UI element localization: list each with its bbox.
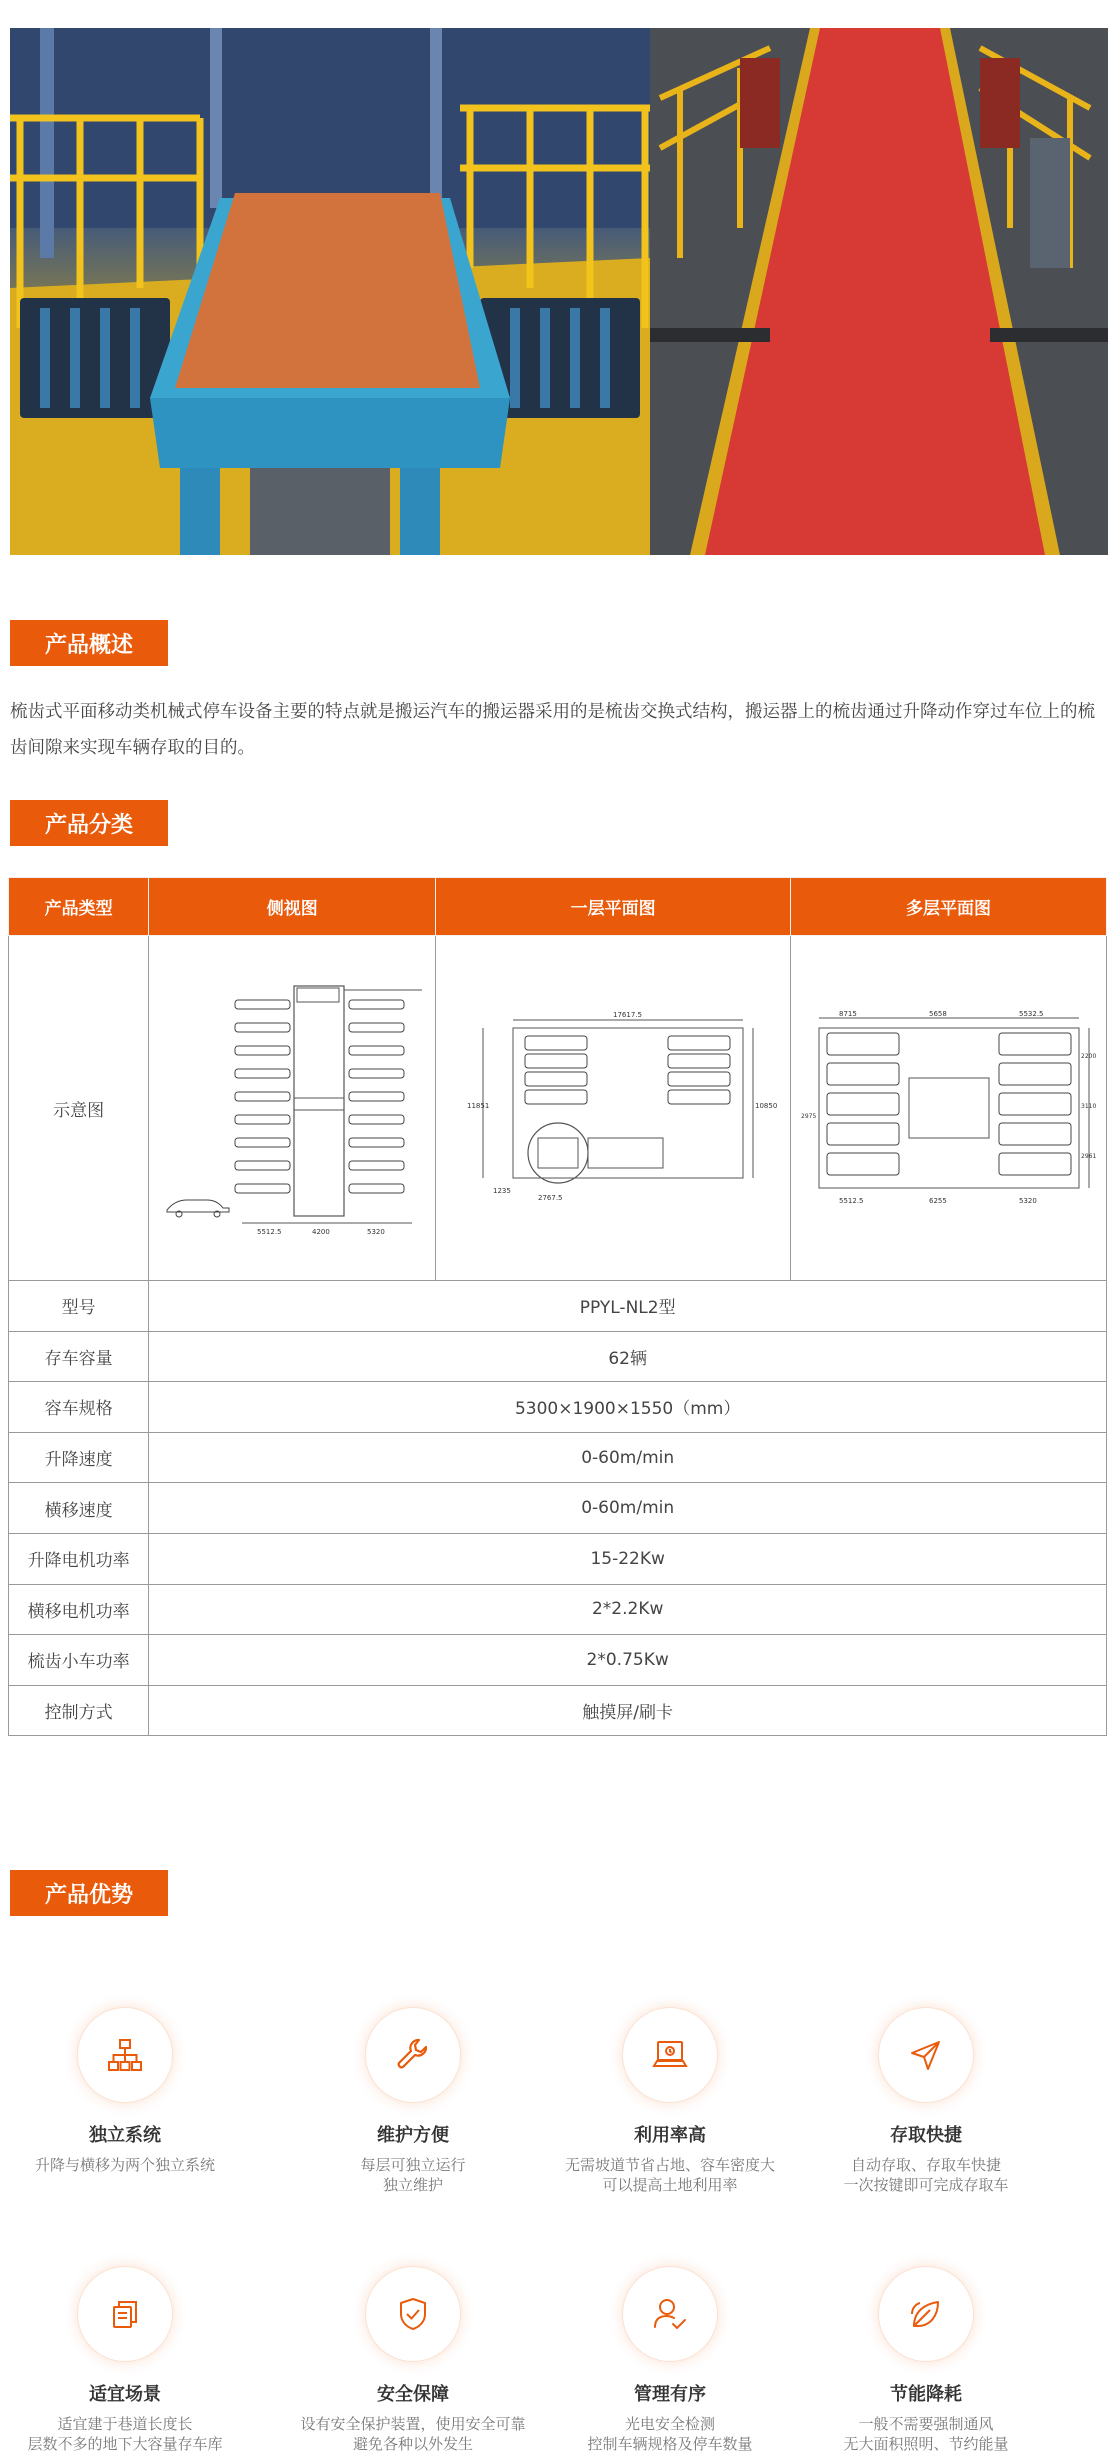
table-row-diagram [9,936,1107,1281]
multi-dim-r2: 3110 [1080,1103,1096,1110]
advantage-desc-line: 控制车辆规格及停车数量 [587,2435,753,2453]
advantage-desc-line: 一般不需要强制通风 [858,2415,994,2433]
row-label: 升降速度 [9,1432,149,1483]
row-value: 2*0.75Kw [149,1635,1107,1686]
side-dim-2: 4200 [312,1228,331,1236]
advantage-desc [0,2414,250,2454]
side-view-car-right [349,1138,404,1147]
multi-plan-car-left [827,1063,899,1085]
multi-plan-car-left [827,1033,899,1055]
side-view-car-right [349,1092,404,1101]
multi-dim-b3: 5320 [1018,1197,1037,1205]
row-label-diagram: 示意图 [9,936,149,1281]
section-title-classification: 产品分类 [10,800,168,846]
row-value: 0-60m/min [149,1483,1107,1534]
product-overview-text: 梳齿式平面移动类机械式停车设备主要的特点就是搬运汽车的搬运器采用的是梳齿交换式结构，搬运器上的梳齿通过升降动作穿过车位上的梳齿间隙来实现车辆存取的目的。 [10,702,1095,758]
header-multi-floor-plan: 多层平面图 [791,878,1107,936]
side-view-car-left [235,1115,290,1124]
plan-dim-top: 17617.5 [613,1011,643,1019]
row-label: 横移速度 [9,1483,149,1534]
table-row-control-mode [9,1685,1107,1736]
multi-plan-car-left [827,1123,899,1145]
side-view-car-left [235,1023,290,1032]
advantage-desc-line: 无大面积照明、节约能量 [843,2435,1009,2453]
advantage-desc [545,2155,795,2195]
advantage-independent-system [0,2007,250,2175]
side-view-car-right [349,1046,404,1055]
multi-plan-car-left [827,1153,899,1175]
red-vehicle-conveyor-photo [650,28,1108,555]
multi-plan-car-left [827,1093,899,1115]
advantage-desc-line: 设有安全保护装置，使用安全可靠 [300,2415,526,2433]
row-label: 型号 [9,1281,149,1332]
advantage-high-utilization [545,2007,795,2195]
multi-dim-t3: 5532.5 [1018,1010,1044,1018]
plan-dim-b1: 1235 [493,1187,511,1195]
table-row-traverse-motor-power [9,1584,1107,1635]
table-header-row [9,878,1107,936]
advantage-desc-line: 自动存取、存取车快捷 [850,2156,1001,2174]
side-view-car-right [349,1184,404,1193]
side-view-car-right [349,1000,404,1009]
send-icon [878,2007,974,2103]
advantage-desc-line: 升降与横移为两个独立系统 [34,2156,215,2174]
advantage-desc-line: 无需坡道节省占地、容车密度大 [564,2156,775,2174]
advantage-fast-access [801,2007,1051,2195]
side-view-car-right [349,1023,404,1032]
product-spec-table [8,877,1107,1736]
section-title-advantages: 产品优势 [10,1870,168,1916]
advantage-title: 管理有序 [634,2384,706,2405]
advantage-desc-line: 适宜建于巷道长度长 [57,2415,193,2433]
multi-plan-car-right [999,1093,1071,1115]
multi-dim-b2: 6255 [928,1197,947,1205]
side-view-car-left [235,1046,290,1055]
multi-dim-r1: 2200 [1080,1053,1096,1060]
advantage-suitable-scenario [0,2266,250,2454]
row-label: 横移电机功率 [9,1584,149,1635]
wrench-icon [365,2007,461,2103]
side-dim-3: 5320 [367,1228,386,1236]
advantage-desc [545,2414,795,2454]
plan-car-left [525,1090,587,1104]
advantage-desc-line: 可以提高土地利用率 [602,2176,738,2194]
multi-dim-b1: 5512.5 [838,1197,864,1205]
side-view-car-left [235,1161,290,1170]
advantage-desc [0,2155,250,2175]
multi-plan-car-right [999,1153,1071,1175]
user-check-icon [622,2266,718,2362]
table-row-comb-cart-power [9,1635,1107,1686]
table-row-capacity [9,1331,1107,1382]
advantage-desc-line: 避免各种以外发生 [352,2435,473,2453]
multi-dim-l1: 2975 [800,1113,816,1120]
header-first-floor-plan: 一层平面图 [436,878,791,936]
header-side-view: 侧视图 [149,878,436,936]
side-view-car-left [235,1092,290,1101]
table-row-traverse-speed [9,1483,1107,1534]
table-row-lift-speed [9,1432,1107,1483]
plan-car-left [525,1054,587,1068]
table-row-model [9,1281,1107,1332]
plan-car-left [525,1036,587,1050]
advantage-title: 维护方便 [377,2125,449,2146]
multi-dim-r3: 2961 [1080,1153,1096,1160]
advantage-title: 安全保障 [377,2384,449,2405]
advantage-title: 适宜场景 [89,2384,161,2405]
plan-dim-left: 11851 [467,1102,490,1110]
row-label: 梳齿小车功率 [9,1635,149,1686]
leaf-icon [878,2266,974,2362]
row-label: 控制方式 [9,1685,149,1736]
advantage-easy-maintenance [288,2007,538,2195]
multi-plan-car-right [999,1063,1071,1085]
first-floor-plan-diagram [436,936,791,1281]
row-value: 2*2.2Kw [149,1584,1107,1635]
side-view-car-right [349,1115,404,1124]
advantage-desc [288,2155,538,2195]
table-row-lift-motor-power [9,1533,1107,1584]
advantage-safety [288,2266,538,2454]
side-view-car-left [235,1069,290,1078]
plan-car-right [668,1072,730,1086]
hero-photos [10,28,1108,555]
row-value: 0-60m/min [149,1432,1107,1483]
side-view-diagram [149,936,436,1281]
plan-car-right [668,1054,730,1068]
side-view-car-right [349,1069,404,1078]
multi-dim-t1: 8715 [838,1010,857,1018]
plan-car-left [525,1072,587,1086]
table-row-vehicle-size [9,1382,1107,1433]
side-view-car-left [235,1000,290,1009]
row-value: 5300×1900×1550（mm） [149,1382,1107,1433]
row-label: 升降电机功率 [9,1533,149,1584]
advantage-desc [801,2414,1051,2454]
advantage-desc-line: 光电安全检测 [624,2415,715,2433]
row-value: 触摸屏/刷卡 [149,1685,1107,1736]
side-dim-1: 5512.5 [257,1228,282,1236]
comb-type-carrier-platform-photo [10,28,650,555]
header-product-type: 产品类型 [9,878,149,936]
section-title-overview: 产品概述 [10,620,168,666]
multi-floor-plan-diagram [791,936,1107,1281]
advantage-orderly-management [545,2266,795,2454]
advantage-desc-line: 层数不多的地下大容量存车库 [27,2435,223,2453]
advantage-energy-saving [801,2266,1051,2454]
row-label: 存车容量 [9,1331,149,1382]
plan-car-right [668,1090,730,1104]
shield-check-icon [365,2266,461,2362]
advantage-title: 利用率高 [634,2125,706,2146]
plan-car-right [668,1036,730,1050]
advantage-desc [288,2414,538,2454]
side-view-car-left [235,1184,290,1193]
multi-plan-car-right [999,1123,1071,1145]
row-label: 容车规格 [9,1382,149,1433]
sitemap-icon [77,2007,173,2103]
copy-icon [77,2266,173,2362]
plan-dim-right: 10850 [755,1102,778,1110]
row-value: PPYL-NL2型 [149,1281,1107,1332]
advantage-title: 节能降耗 [890,2384,962,2405]
plan-dim-b2: 2767.5 [538,1194,563,1202]
advantage-desc-line: 每层可独立运行 [360,2156,466,2174]
row-value: 15-22Kw [149,1533,1107,1584]
advantage-desc-line: 一次按键即可完成存取车 [843,2176,1009,2194]
advantage-title: 独立系统 [89,2125,161,2146]
laptop-icon [622,2007,718,2103]
row-value: 62辆 [149,1331,1107,1382]
multi-dim-t2: 5658 [928,1010,947,1018]
multi-plan-car-right [999,1033,1071,1055]
advantage-desc-line: 独立维护 [382,2176,443,2194]
advantage-desc [801,2155,1051,2195]
side-view-car-right [349,1161,404,1170]
advantage-title: 存取快捷 [890,2125,962,2146]
side-view-car-left [235,1138,290,1147]
